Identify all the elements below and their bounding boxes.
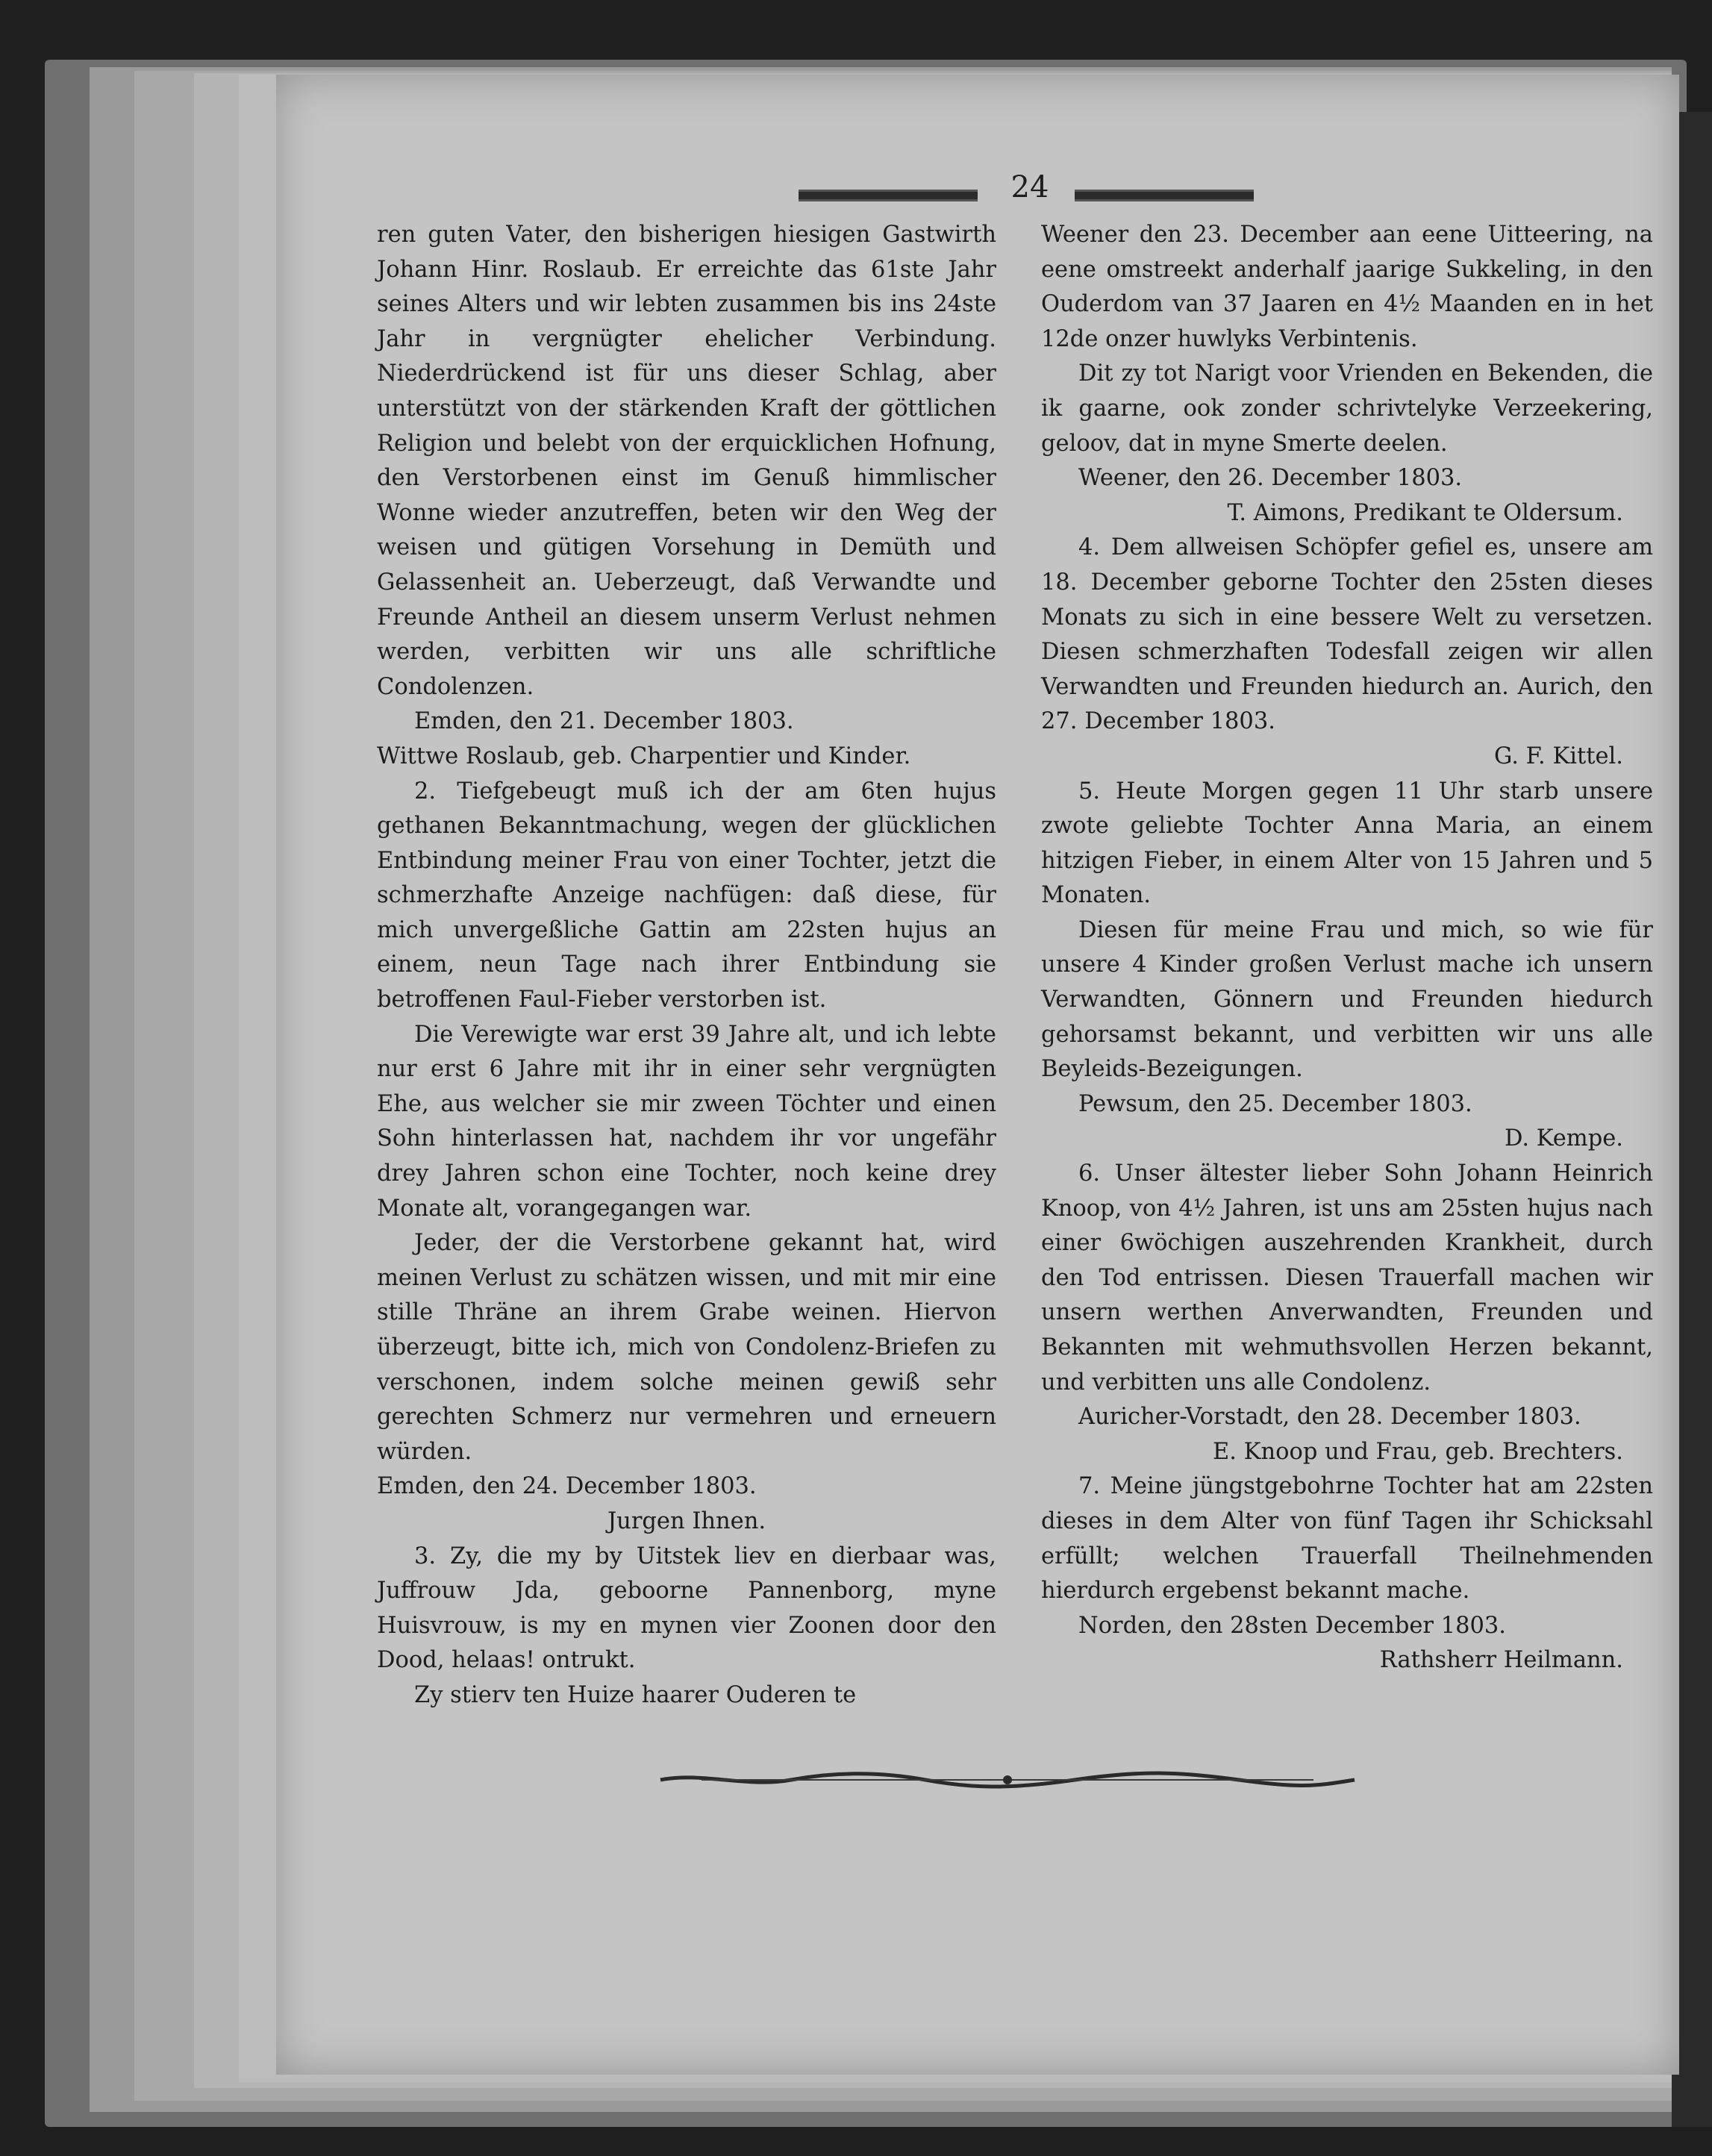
left-column-paragraph: Emden, den 21. December 1803. — [414, 708, 794, 735]
right-column-paragraph: Norden, den 28sten December 1803. — [1078, 1612, 1506, 1639]
left-column-paragraph: Wittwe Roslaub, geb. Charpentier und Kinder. — [377, 743, 911, 769]
right-column-paragraph: Dit zy tot Narigt voor Vrienden en Bekenden, die ik gaarne, ook zonder schrivtelyke Verzeekering, geloov, dat in myne Smerte deelen. — [1041, 360, 1653, 457]
left-column-paragraph: ren guten Vater, den bisherigen hiesigen Gastwirth Johann Hinr. Roslaub. Er erreichte das 61ste Jahr seines Alters und wir lebten zusammen bis ins 24ste Jahr in vergnügter ehelicher Verbindung. Niederdrückend ist für uns dieser Schlag, aber unterstützt von der stärkenden Kraft der göttlichen Religion und belebt von der erquicklichen Hofnung, den Verstorbenen einst im Genuß himmlischer Wonne wieder anzutreffen, beten wir den Weg der weisen und gütigen Vorsehung in Demüth und Gelassenheit an. Ueberzeugt, daß Verwandte und Freunde Antheil an diesem unserm Verlust nehmen werden, verbitten wir uns alle schriftliche Condolenzen. — [377, 222, 996, 700]
left-column-paragraph: 3. Zy, die my by Uitstek liev en dierbaar was, Juffrouw Jda, geboorne Pannenborg, myne Huisvrouw, is my en mynen vier Zoonen door den Dood, helaas! ontrukt. — [377, 1543, 996, 1674]
right-column — [1041, 218, 1653, 1678]
right-column-paragraph: E. Knoop und Frau, geb. Brechters. — [1213, 1438, 1623, 1465]
left-column-paragraph: Die Verewigte war erst 39 Jahre alt, und ich lebte nur erst 6 Jahre mit ihr in einer sehr vergnügten Ehe, aus welcher sie mir zween Töchter und einen Sohn hinterlassen hat, nachdem ihr vor ungefähr drey Jahren schon eine Tochter, noch keine drey Monate alt, vorangegangen war. — [377, 1021, 996, 1222]
right-column-paragraph: G. F. Kittel. — [1493, 743, 1623, 769]
right-column-paragraph: D. Kempe. — [1505, 1125, 1623, 1152]
right-column-paragraph: T. Aimons, Predikant te Oldersum. — [1227, 499, 1623, 526]
left-column-paragraph: 2. Tiefgebeugt muß ich der am 6ten hujus gethanen Bekanntmachung, wegen der glücklichen Entbindung meiner Frau von einer Tochter, jetzt die schmerzhafte Anzeige nachfügen: daß diese, für mich unvergeßliche Gattin am 22sten hujus an einem, neun Tage nach ihrer Entbindung sie betroffenen Faul-Fieber verstorben ist. — [377, 778, 996, 1013]
right-column-paragraph: Weener, den 26. December 1803. — [1078, 465, 1463, 492]
right-column-paragraph: 7. Meine jüngstgebohrne Tochter hat am 22sten dieses in dem Alter von fünf Tagen ihr Schicksahl erfüllt; welchen Trauerfall Theilnehmenden hierdurch ergebenst bekannt mache. — [1041, 1473, 1653, 1604]
left-column-paragraph: Emden, den 24. December 1803. — [377, 1473, 757, 1500]
right-column-paragraph: Rathsherr Heilmann. — [1379, 1647, 1623, 1674]
left-column-paragraph: Jurgen Ihnen. — [607, 1507, 766, 1534]
right-column-paragraph: 6. Unser ältester lieber Sohn Johann Heinrich Knoop, von 4½ Jahren, ist uns am 25sten hujus nach einer 6wöchigen auszehrenden Krankheit, durch den Tod entrissen. Diesen Trauerfall machen wir unsern werthen Anverwandten, Freunden und Bekannten mit wehmuthsvollen Herzen bekannt, und verbitten uns alle Condolenz. — [1041, 1160, 1653, 1396]
right-column-paragraph: Weener den 23. December aan eene Uitteering, na eene omstreekt anderhalf jaarige Sukkeling, in den Ouderdom van 37 Jaaren en 4½ Maanden en in het 12de onzer huwlyks Verbintenis. — [1041, 222, 1653, 352]
header-rule-right — [1075, 190, 1254, 201]
right-column-paragraph: 4. Dem allweisen Schöpfer gefiel es, unsere am 18. December geborne Tochter den 25sten dieses Monats zu sich in eine bessere Welt zu versetzen. Diesen schmerzhaften Todesfall zeigen wir allen Verwandten und Freunden hiedurch an. Aurich, den 27. December 1803. — [1041, 534, 1653, 735]
header-rule-left — [799, 190, 978, 201]
left-column — [377, 218, 996, 1713]
left-column-paragraph: Zy stierv ten Huize haarer Ouderen te — [414, 1681, 857, 1708]
right-column-paragraph: Auricher-Vorstadt, den 28. December 1803. — [1078, 1404, 1581, 1431]
left-column-paragraph: Jeder, der die Verstorbene gekannt hat, wird meinen Verlust zu schätzen wissen, und mit mir eine stille Thräne an ihrem Grabe weinen. Hiervon überzeugt, bitte ich, mich von Condolenz-Briefen zu verschonen, indem solche meinen gewiß sehr gerechten Schmerz nur vermehren und erneuern würden. — [377, 1230, 996, 1465]
right-column-paragraph: 5. Heute Morgen gegen 11 Uhr starb unsere zwote geliebte Tochter Anna Maria, an einem hitzigen Fieber, in einem Alter von 15 Jahren und 5 Monaten. — [1041, 778, 1653, 909]
right-column-paragraph: Pewsum, den 25. December 1803. — [1078, 1090, 1472, 1117]
right-column-paragraph: Diesen für meine Frau und mich, so wie für unsere 4 Kinder großen Verlust mache ich unsern Verwandten, Gönnern und Freunden hiedurch gehorsamst bekannt, und verbitten wir uns alle Beyleids-Bezeigungen. — [1041, 916, 1653, 1083]
page-header — [799, 170, 1261, 215]
page-number: 24 — [1010, 170, 1049, 204]
ornamental-divider — [657, 1769, 1358, 1791]
